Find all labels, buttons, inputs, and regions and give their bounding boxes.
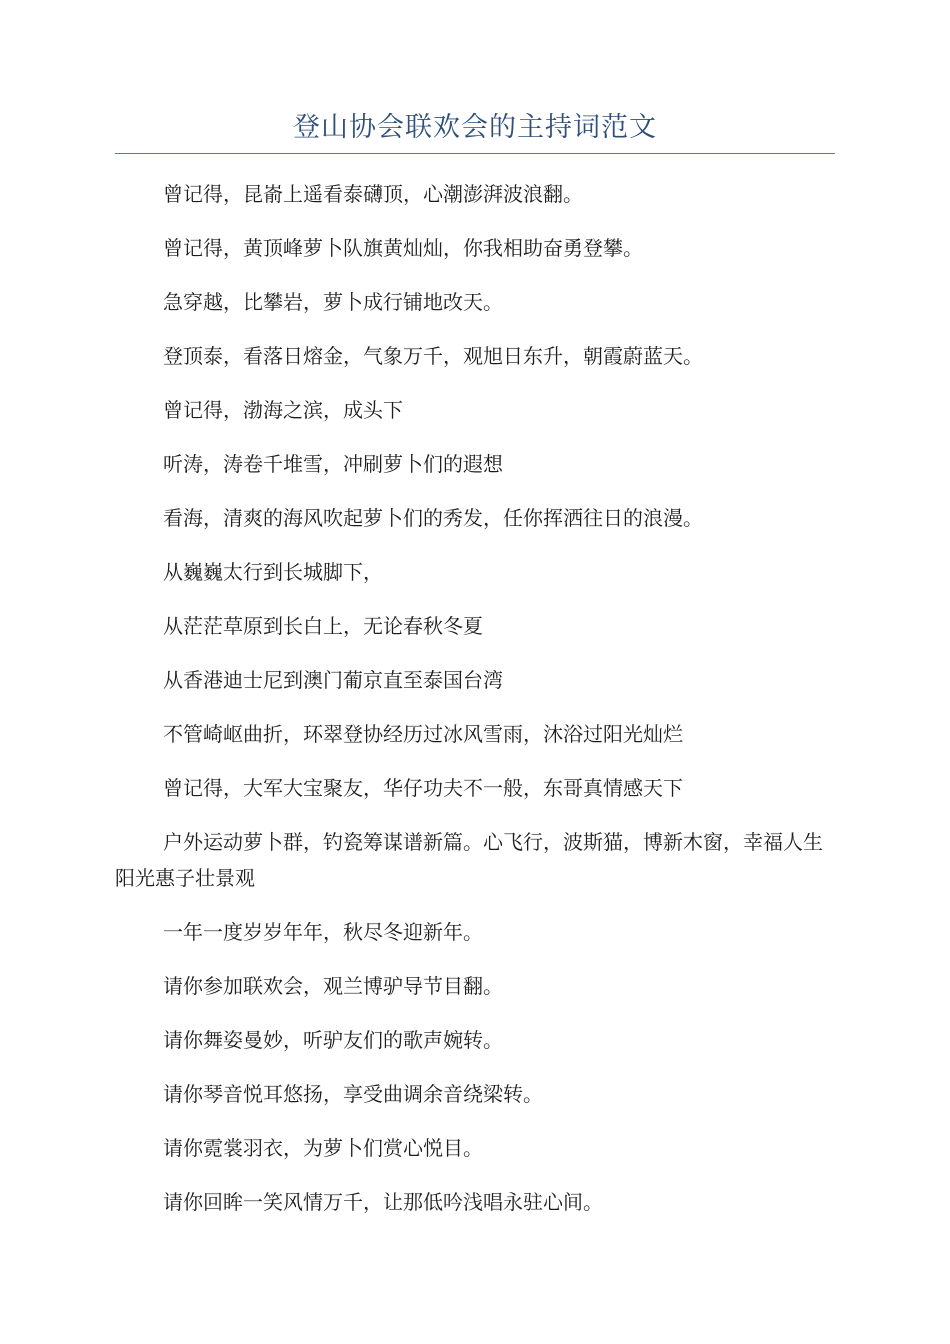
title-underline bbox=[115, 153, 835, 154]
paragraph: 看海，清爽的海风吹起萝卜们的秀发，任你挥洒往日的浪漫。 bbox=[163, 506, 703, 530]
paragraph: 急穿越，比攀岩，萝卜成行铺地改天。 bbox=[163, 290, 503, 314]
paragraph: 请你琴音悦耳悠扬，享受曲调余音绕梁转。 bbox=[163, 1082, 543, 1106]
paragraph: 从巍巍太行到长城脚下， bbox=[163, 560, 383, 584]
paragraph: 请你霓裳羽衣，为萝卜们赏心悦目。 bbox=[163, 1136, 483, 1160]
paragraph: 一年一度岁岁年年，秋尽冬迎新年。 bbox=[163, 920, 483, 944]
document-body bbox=[115, 176, 835, 1238]
document-title: 登山协会联欢会的主持词范文 bbox=[293, 112, 657, 143]
paragraph: 曾记得，渤海之滨，成头下 bbox=[163, 398, 403, 422]
paragraph: 从香港迪士尼到澳门葡京直至泰国台湾 bbox=[163, 668, 503, 692]
paragraph: 请你回眸一笑风情万千，让那低吟浅唱永驻心间。 bbox=[163, 1190, 603, 1214]
paragraph: 从茫茫草原到长白上，无论春秋冬夏 bbox=[163, 614, 483, 638]
paragraph: 曾记得，大军大宝聚友，华仔功夫不一般，东哥真情感天下 bbox=[163, 776, 683, 800]
paragraph: 请你舞姿曼妙，听驴友们的歌声婉转。 bbox=[163, 1028, 503, 1052]
paragraph: 曾记得，昆嵛上遥看泰礴顶，心潮澎湃波浪翻。 bbox=[163, 182, 583, 206]
paragraph: 曾记得，黄顶峰萝卜队旗黄灿灿，你我相助奋勇登攀。 bbox=[163, 236, 643, 260]
paragraph: 不管崎岖曲折，环翠登协经历过冰风雪雨，沐浴过阳光灿烂 bbox=[163, 722, 683, 746]
paragraph: 听涛，涛卷千堆雪，冲刷萝卜们的遐想 bbox=[163, 452, 503, 476]
paragraph: 户外运动萝卜群，钓瓷筹谋谱新篇。心飞行，波斯猫，博新木窗，幸福人生阳光惠子壮景观 bbox=[115, 830, 823, 890]
paragraph: 请你参加联欢会，观兰博驴导节目翻。 bbox=[163, 974, 503, 998]
paragraph: 登顶泰，看落日熔金，气象万千，观旭日东升，朝霞蔚蓝天。 bbox=[163, 344, 703, 368]
